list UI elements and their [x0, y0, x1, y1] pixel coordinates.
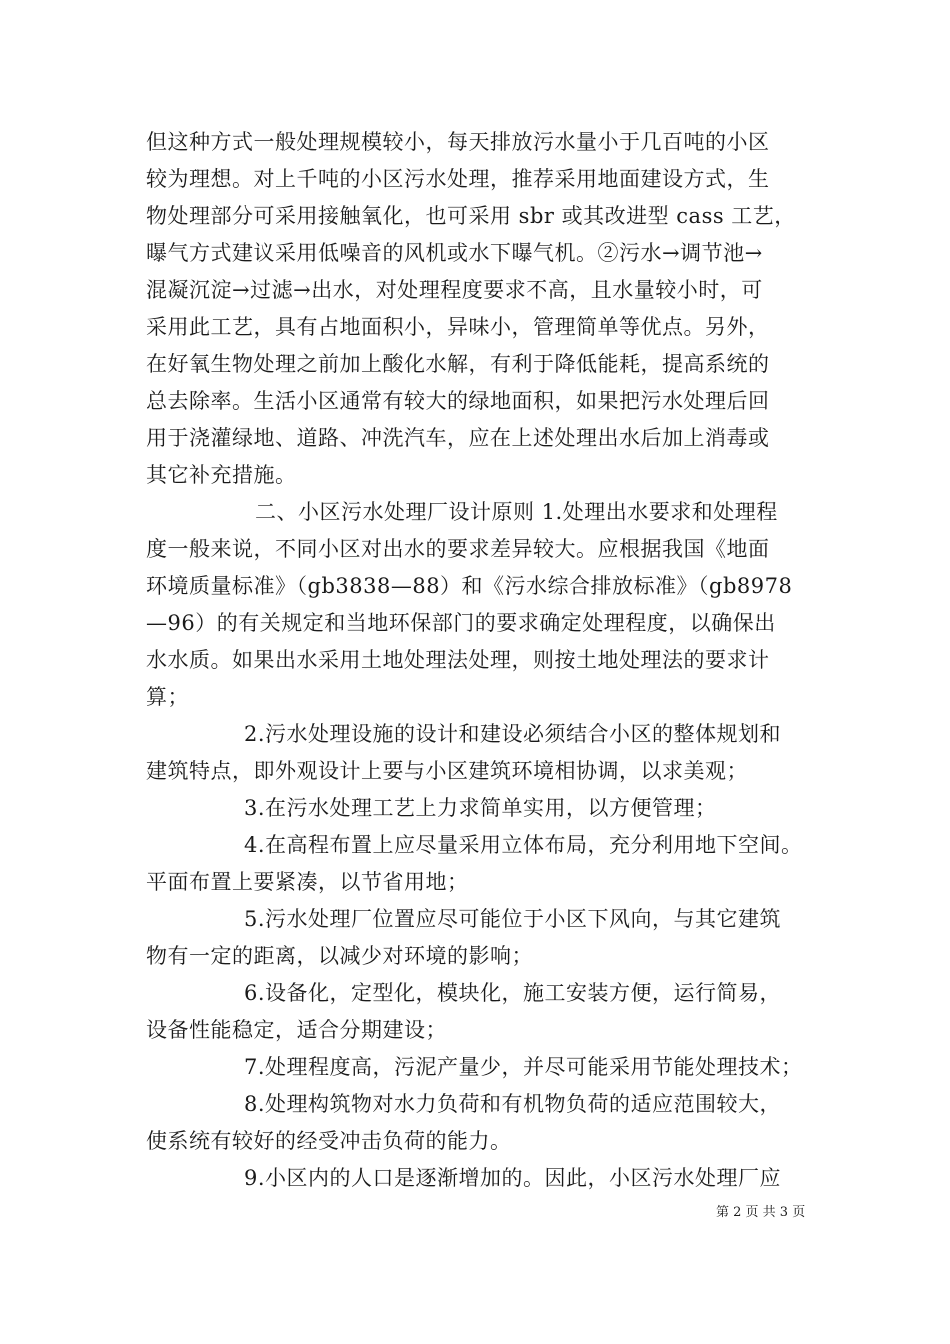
text-line: 度一般来说，不同小区对出水的要求差异较大。应根据我国《地面: [146, 537, 770, 561]
list-item-line: 7.处理程度高，污泥产量少，并尽可能采用节能处理技术；: [244, 1055, 803, 1079]
text-line: 建筑特点，即外观设计上要与小区建筑环境相协调，以求美观；: [146, 759, 748, 783]
text-line: 使系统有较好的经受冲击负荷的能力。: [146, 1129, 512, 1153]
text-line: 环境质量标准》（gb3838—88）和《污水综合排放标准》（gb8978: [146, 574, 793, 598]
text-line: 混凝沉淀→过滤→出水，对处理程度要求不高，且水量较小时，可: [146, 278, 763, 302]
section-heading-line: 二、小区污水处理厂设计原则 1.处理出水要求和处理程: [255, 500, 778, 524]
text-line: —96）的有关规定和当地环保部门的要求确定处理程度，以确保出: [146, 611, 776, 635]
list-item-line: 5.污水处理厂位置应尽可能位于小区下风向，与其它建筑: [244, 907, 782, 931]
list-item-line: 8.处理构筑物对水力负荷和有机物负荷的适应范围较大，: [244, 1092, 782, 1116]
text-line: 其它补充措施。: [146, 463, 297, 487]
text-line: 采用此工艺，具有占地面积小，异味小，管理简单等优点。另外，: [146, 315, 770, 339]
text-line: 设备性能稳定，适合分期建设；: [146, 1018, 447, 1042]
list-item-line: 2.污水处理设施的设计和建设必须结合小区的整体规划和: [244, 722, 782, 746]
text-line: 平面布置上要紧凑，以节省用地；: [146, 870, 469, 894]
list-item-line: 3.在污水处理工艺上力求简单实用，以方便管理；: [244, 796, 717, 820]
list-item-line: 9.小区内的人口是逐渐增加的。因此，小区污水处理厂应: [244, 1166, 782, 1190]
text-line: 曝气方式建议采用低噪音的风机或水下曝气机。②污水→调节池→: [146, 241, 763, 265]
text-line: 在好氧生物处理之前加上酸化水解，有利于降低能耗，提高系统的: [146, 352, 770, 376]
text-line: 总去除率。生活小区通常有较大的绿地面积，如果把污水处理后回: [146, 389, 770, 413]
page-number-footer: 第 2 页 共 3 页: [716, 1205, 806, 1220]
list-item-line: 6.设备化，定型化，模块化，施工安装方便，运行简易，: [244, 981, 782, 1005]
text-line: 物有一定的距离，以减少对环境的影响；: [146, 944, 533, 968]
text-line: 水水质。如果出水采用土地处理法处理，则按土地处理法的要求计: [146, 648, 770, 672]
list-item-line: 4.在高程布置上应尽量采用立体布局，充分利用地下空间。: [244, 833, 803, 857]
text-line: 较为理想。对上千吨的小区污水处理，推荐采用地面建设方式，生: [146, 167, 770, 191]
text-line: 物处理部分可采用接触氧化，也可采用 sbr 或其改进型 cass 工艺，: [146, 204, 796, 228]
text-line: 用于浇灌绿地、道路、冲洗汽车，应在上述处理出水后加上消毒或: [146, 426, 770, 450]
text-line: 算；: [146, 685, 189, 709]
text-line: 但这种方式一般处理规模较小，每天排放污水量小于几百吨的小区: [146, 130, 770, 154]
